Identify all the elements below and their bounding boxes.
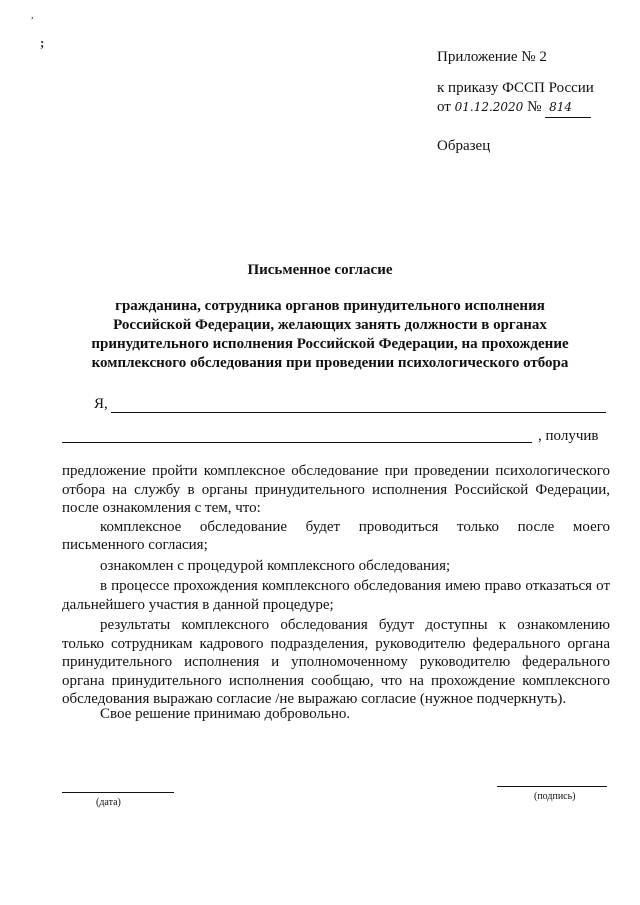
document-title: Письменное согласие [247, 262, 393, 278]
date-prefix: от [437, 99, 451, 115]
name-continuation-row [62, 426, 614, 446]
handwritten-number: 814 [545, 98, 591, 118]
number-prefix: № [527, 99, 542, 115]
condition-item: ознакомлен с процедурой комплексного обследования; [100, 557, 451, 574]
condition-item: в процессе прохождения комплексного обследования имею право отказаться от дальнейшего участия в данной процедуре; [62, 578, 610, 613]
document-subtitle: гражданина, сотрудника органов принудительного исполнения Российской Федерации, желающих занять должности в органах принудительного исполнения Российской Федерации, на прохождение комплексного обследования при проведении психологического отбора [91, 298, 569, 371]
sample-label: Образец [437, 138, 491, 154]
ya-label: Я, [94, 396, 108, 412]
condition-item-continuation: письменного согласия; [62, 537, 208, 553]
margin-mark: , [31, 10, 34, 21]
name-fill-line-2 [62, 442, 532, 443]
condition-item: комплексное обследование будет проводиться только после моего [100, 518, 610, 535]
appendix-number: Приложение № 2 [437, 49, 547, 65]
signature-fill-line [497, 786, 607, 787]
date-fill-line [62, 792, 174, 793]
name-field-row [94, 396, 606, 416]
margin-mark: ; [40, 35, 45, 50]
decision-statement: Свое решение принимаю добровольно. [100, 706, 351, 722]
order-reference: к приказу ФССП России [437, 80, 594, 96]
intro-paragraph: предложение пройти комплексное обследование при проведении психологического отбора на службу в органы принудительного исполнения Российской Федерации, после ознакомления с тем, что: [62, 463, 610, 516]
signature-caption: (подпись) [534, 791, 576, 802]
document-header [437, 48, 627, 156]
receiving-text: , получив [538, 428, 599, 444]
date-caption: (дата) [96, 797, 121, 808]
condition-item: результаты комплексного обследования будут доступны к ознакомлению только сотрудникам кадрового подразделения, руководителю федерального органа принудительного исполнения и уполномоченному руководителю федерального органа принудительного исполнения сообщаю, что на прохождение комплексного обследования выражаю согласие /не выражаю согласие (нужное подчеркнуть). [62, 617, 610, 707]
consent-body [62, 462, 610, 709]
name-fill-line [111, 412, 606, 413]
order-date-line [437, 98, 627, 118]
handwritten-date: 01.12.2020 [454, 100, 524, 114]
